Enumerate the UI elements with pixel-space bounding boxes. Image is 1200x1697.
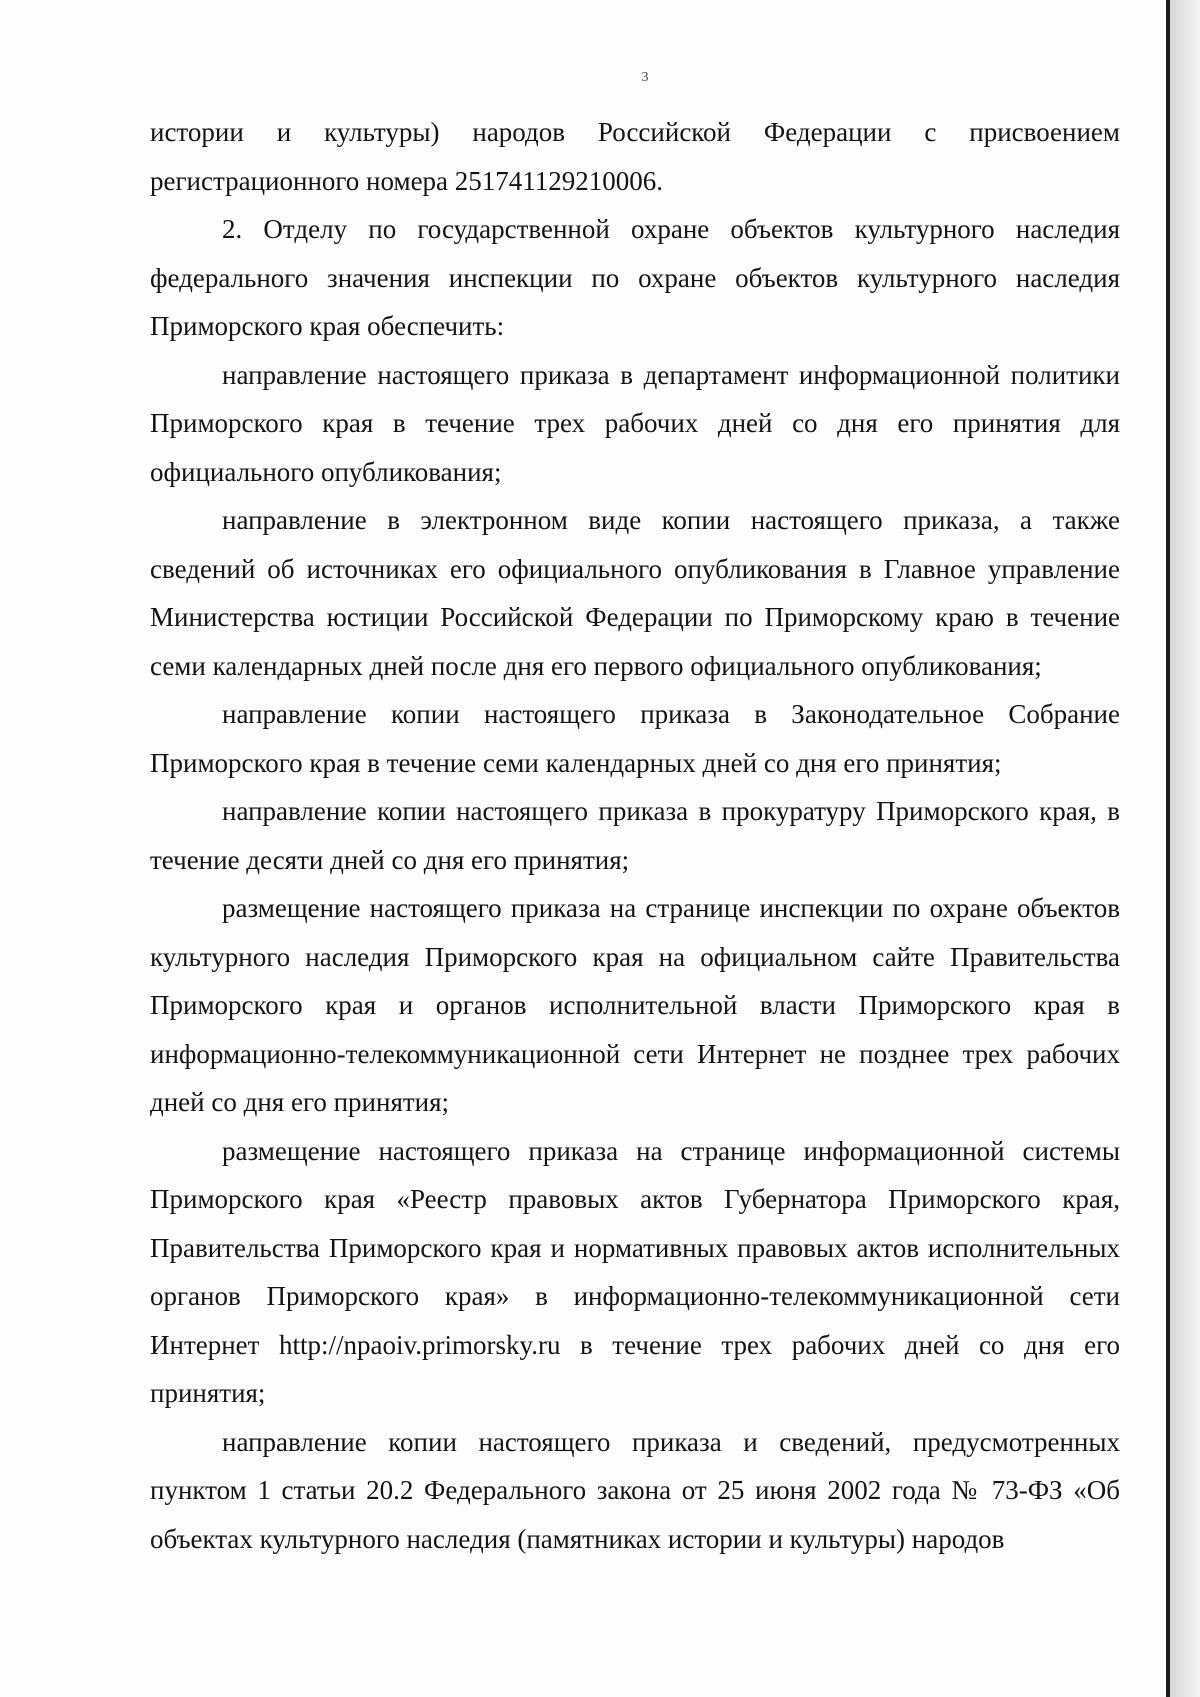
page-number: 3 — [641, 70, 649, 85]
paragraph-registry-system: размещение настоящего приказа на странице информационной системы Приморского края «Реестр правовых актов Губернатора Приморского края, Правительства Приморского края и нормативных правовых актов исполнительных органов Приморского края» в информационно-телекоммуникационной сети Интернет http://npaoiv.primorsky.ru в течение трех рабочих дней со дня его принятия; — [150, 1135, 1120, 1408]
paragraph-federal-law: направление копии настоящего приказа и сведений, предусмотренных пунктом 1 статьи 20.2 Федерального закона от 25 июня 2002 года № 73-ФЗ «Об объектах культурного наследия (памятниках истории и культуры) народов — [150, 1426, 1120, 1554]
document-body — [150, 108, 1120, 1563]
paragraph-continuation: истории и культуры) народов Российской Федерации с присвоением регистрационного номера 251741129210006. — [150, 117, 1120, 196]
paragraph-prosecutor: направление копии настоящего приказа в прокуратуру Приморского края, в течение десяти дней со дня его принятия; — [150, 796, 1120, 875]
paragraph-item-2: 2. Отделу по государственной охране объектов культурного наследия федерального значения инспекции по охране объектов культурного наследия Приморского края обеспечить: — [150, 214, 1120, 341]
paragraph-legislative-assembly: направление копии настоящего приказа в Законодательное Собрание Приморского края в течение семи календарных дней со дня его принятия; — [150, 699, 1120, 778]
scan-shadow — [1170, 0, 1200, 1697]
paragraph-ministry-justice: направление в электронном виде копии настоящего приказа, а также сведений об источниках его официального опубликования в Главное управление Министерства юстиции Российской Федерации по Приморскому краю в течение семи календарных дней после дня его первого официального опубликования; — [150, 505, 1120, 681]
paragraph-publication: направление настоящего приказа в департамент информационной политики Приморского края в течение трех рабочих дней со дня его принятия для официального опубликования; — [150, 359, 1120, 487]
paragraph-inspection-site: размещение настоящего приказа на странице инспекции по охране объектов культурного наследия Приморского края на официальном сайте Правительства Приморского края и органов исполнительной власти Приморского края в информационно-телекоммуникационной сети Интернет не позднее трех рабочих дней со дня его принятия; — [150, 893, 1120, 1117]
